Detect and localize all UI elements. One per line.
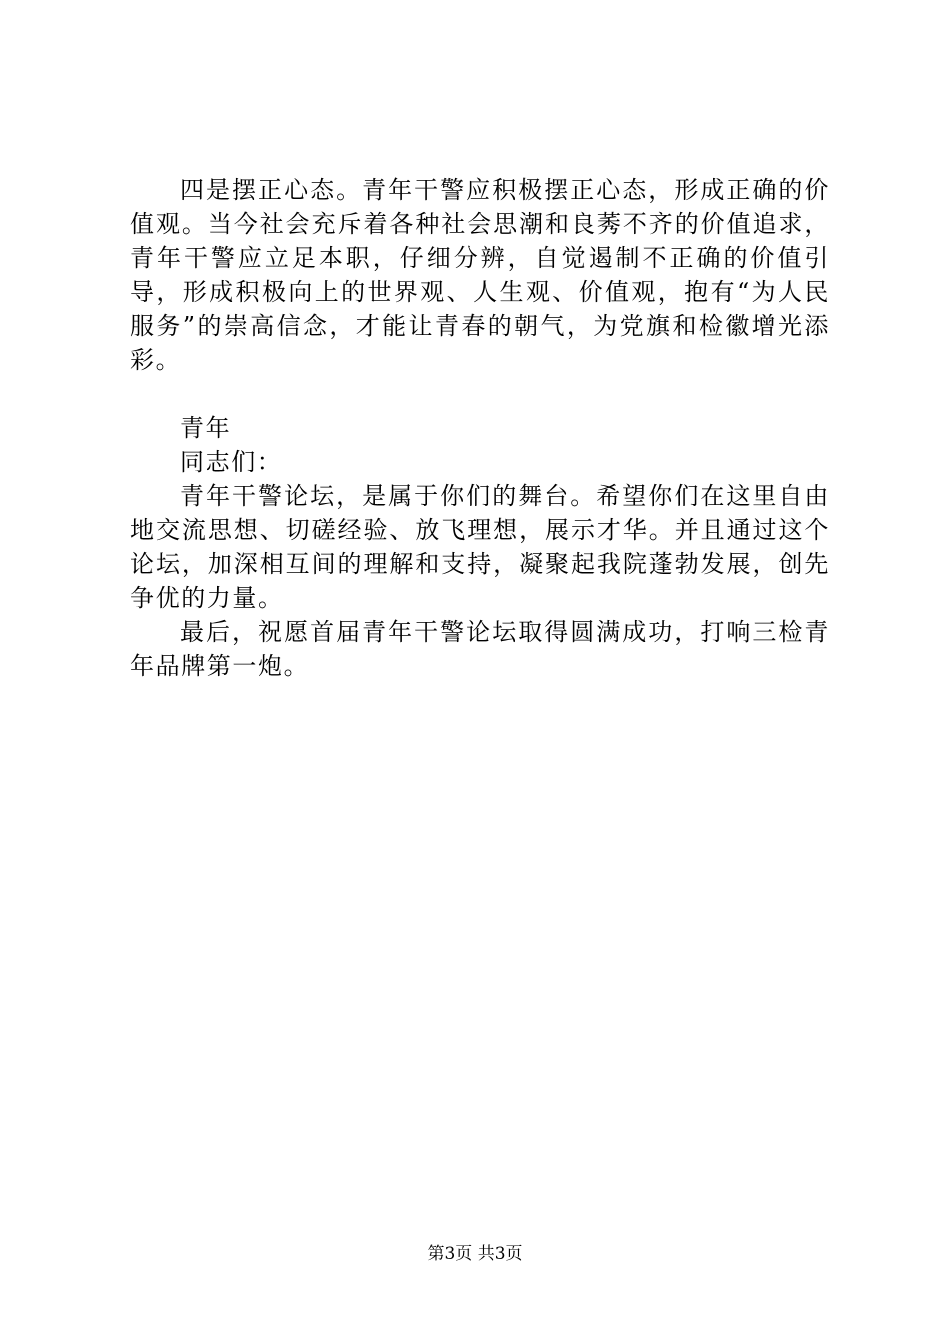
paragraph-salutation: 同志们：	[180, 448, 283, 476]
page-number-footer: 第3页 共3页	[427, 1244, 523, 1264]
document-body	[130, 173, 830, 683]
paragraph-forum: 青年干警论坛，是属于你们的舞台。希望你们在这里自由地交流思想、切磋经验、放飞理想，展示才华。并且通过这个论坛，加深相互间的理解和支持，凝聚起我院蓬勃发展，创先争优的力量。	[130, 482, 830, 612]
paragraph-closing: 最后，祝愿首届青年干警论坛取得圆满成功，打响三检青年品牌第一炮。	[130, 618, 830, 680]
paragraph-youth-heading: 青年	[180, 414, 232, 442]
paragraph-mindset: 四是摆正心态。青年干警应积极摆正心态，形成正确的价值观。当今社会充斥着各种社会思潮和良莠不齐的价值追求，青年干警应立足本职，仔细分辨，自觉遏制不正确的价值引导，形成积极向上的世界观、人生观、价值观，抱有“为人民服务”的崇高信念，才能让青春的朝气，为党旗和检徽增光添彩。	[130, 176, 830, 374]
